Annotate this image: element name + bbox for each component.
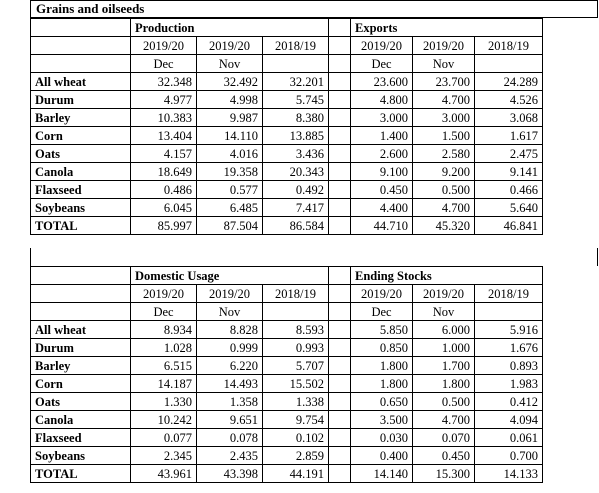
table-row — [31, 465, 543, 483]
row-label: Oats — [31, 393, 131, 411]
spacer-cell — [329, 447, 351, 465]
exports-cell: 46.841 — [475, 217, 543, 235]
exports-cell: 0.450 — [351, 181, 413, 199]
spacer-cell — [329, 375, 351, 393]
section-header-left: Domestic Usage — [131, 267, 329, 285]
row-label: Oats — [31, 145, 131, 163]
exports-cell: 9.141 — [475, 163, 543, 181]
ending-stocks-cell: 1.983 — [475, 375, 543, 393]
year-header-row — [31, 37, 543, 55]
year-header-row — [31, 285, 543, 303]
exports-cell: 4.800 — [351, 91, 413, 109]
row-label: Barley — [31, 109, 131, 127]
domestic-usage-cell: 6.515 — [131, 357, 197, 375]
exports-cell: 45.320 — [413, 217, 475, 235]
spacer-cell — [329, 411, 351, 429]
ending-stocks-cell: 0.061 — [475, 429, 543, 447]
row-label-blank — [31, 55, 131, 73]
domestic-usage-cell: 14.187 — [131, 375, 197, 393]
year-header: 2019/20 — [197, 37, 263, 55]
month-header: Nov — [413, 55, 475, 73]
domestic-usage-cell: 2.859 — [263, 447, 329, 465]
production-cell: 86.584 — [263, 217, 329, 235]
spacer-cell — [329, 109, 351, 127]
table-row — [31, 447, 543, 465]
row-label: Barley — [31, 357, 131, 375]
ending-stocks-cell: 0.400 — [351, 447, 413, 465]
row-label: TOTAL — [31, 465, 131, 483]
exports-cell: 1.500 — [413, 127, 475, 145]
table-row — [31, 181, 543, 199]
exports-cell: 0.466 — [475, 181, 543, 199]
month-header: Nov — [197, 303, 263, 321]
spacer-cell — [329, 217, 351, 235]
production-cell: 3.436 — [263, 145, 329, 163]
table-row — [31, 411, 543, 429]
domestic-usage-cell: 5.707 — [263, 357, 329, 375]
domestic-usage-cell: 8.934 — [131, 321, 197, 339]
year-header: 2019/20 — [413, 285, 475, 303]
table-row — [31, 321, 543, 339]
year-header: 2019/20 — [131, 285, 197, 303]
production-cell: 14.110 — [197, 127, 263, 145]
year-header: 2019/20 — [351, 37, 413, 55]
row-label: Canola — [31, 163, 131, 181]
production-cell: 85.997 — [131, 217, 197, 235]
production-cell: 7.417 — [263, 199, 329, 217]
production-cell: 13.885 — [263, 127, 329, 145]
corner-cell — [31, 267, 131, 285]
row-label: All wheat — [31, 73, 131, 91]
exports-cell: 1.400 — [351, 127, 413, 145]
domestic-usage-cell: 0.102 — [263, 429, 329, 447]
exports-cell: 4.400 — [351, 199, 413, 217]
year-header: 2019/20 — [197, 285, 263, 303]
domestic-usage-cell: 1.028 — [131, 339, 197, 357]
spacer-cell — [329, 181, 351, 199]
ending-stocks-cell: 1.676 — [475, 339, 543, 357]
ending-stocks-cell: 14.133 — [475, 465, 543, 483]
ending-stocks-cell: 3.500 — [351, 411, 413, 429]
exports-cell: 5.640 — [475, 199, 543, 217]
month-header — [263, 303, 329, 321]
domestic-usage-cell: 43.398 — [197, 465, 263, 483]
domestic-usage-cell: 2.435 — [197, 447, 263, 465]
ending-stocks-cell: 0.070 — [413, 429, 475, 447]
section-header-row — [31, 19, 543, 37]
ending-stocks-cell: 15.300 — [413, 465, 475, 483]
table-row — [31, 199, 543, 217]
row-label-blank — [31, 37, 131, 55]
month-header-row — [31, 55, 543, 73]
exports-cell: 4.700 — [413, 91, 475, 109]
corner-cell — [31, 19, 131, 37]
production-cell: 6.045 — [131, 199, 197, 217]
month-header: Dec — [351, 55, 413, 73]
ending-stocks-cell: 1.000 — [413, 339, 475, 357]
ending-stocks-cell: 6.000 — [413, 321, 475, 339]
domestic-usage-cell: 1.338 — [263, 393, 329, 411]
usage-stocks-table — [30, 266, 543, 483]
exports-cell: 3.068 — [475, 109, 543, 127]
production-cell: 4.977 — [131, 91, 197, 109]
table-row — [31, 145, 543, 163]
spacer-cell — [329, 163, 351, 181]
exports-cell: 44.710 — [351, 217, 413, 235]
domestic-usage-cell: 2.345 — [131, 447, 197, 465]
section-header-right: Exports — [351, 19, 543, 37]
month-header-row — [31, 303, 543, 321]
exports-cell: 2.475 — [475, 145, 543, 163]
domestic-usage-cell: 0.999 — [197, 339, 263, 357]
row-label: Flaxseed — [31, 429, 131, 447]
row-label: Corn — [31, 127, 131, 145]
spacer-cell — [329, 285, 351, 303]
exports-cell: 2.600 — [351, 145, 413, 163]
month-header — [475, 303, 543, 321]
exports-cell: 9.200 — [413, 163, 475, 181]
table-row — [31, 127, 543, 145]
table-row — [31, 73, 543, 91]
production-cell: 32.348 — [131, 73, 197, 91]
ending-stocks-cell: 1.800 — [413, 375, 475, 393]
production-cell: 8.380 — [263, 109, 329, 127]
table-row — [31, 375, 543, 393]
spacer-cell — [329, 37, 351, 55]
ending-stocks-cell: 1.800 — [351, 375, 413, 393]
ending-stocks-cell: 5.850 — [351, 321, 413, 339]
spacer-cell — [329, 145, 351, 163]
month-header — [475, 55, 543, 73]
domestic-usage-cell: 15.502 — [263, 375, 329, 393]
ending-stocks-cell: 0.450 — [413, 447, 475, 465]
spacer-cell — [329, 465, 351, 483]
spacer-cell — [329, 55, 351, 73]
ending-stocks-cell: 0.850 — [351, 339, 413, 357]
row-label: TOTAL — [31, 217, 131, 235]
year-header: 2018/19 — [263, 285, 329, 303]
spacer-cell — [329, 393, 351, 411]
ending-stocks-cell: 1.700 — [413, 357, 475, 375]
production-cell: 5.745 — [263, 91, 329, 109]
exports-cell: 9.100 — [351, 163, 413, 181]
row-label: Soybeans — [31, 199, 131, 217]
year-header: 2018/19 — [263, 37, 329, 55]
production-cell: 6.485 — [197, 199, 263, 217]
exports-cell: 3.000 — [351, 109, 413, 127]
year-header: 2018/19 — [475, 37, 543, 55]
ending-stocks-cell: 0.893 — [475, 357, 543, 375]
table-row — [31, 429, 543, 447]
row-label: Soybeans — [31, 447, 131, 465]
spacer-cell — [329, 429, 351, 447]
production-cell: 18.649 — [131, 163, 197, 181]
production-cell: 13.404 — [131, 127, 197, 145]
row-label-blank — [31, 285, 131, 303]
spacer-cell — [329, 321, 351, 339]
table-row — [31, 109, 543, 127]
row-label: Corn — [31, 375, 131, 393]
ending-stocks-cell: 0.650 — [351, 393, 413, 411]
domestic-usage-cell: 44.191 — [263, 465, 329, 483]
table-row — [31, 339, 543, 357]
spacer-cell — [329, 19, 351, 37]
domestic-usage-cell: 0.077 — [131, 429, 197, 447]
production-cell: 0.577 — [197, 181, 263, 199]
ending-stocks-cell: 5.916 — [475, 321, 543, 339]
month-header: Dec — [131, 303, 197, 321]
ending-stocks-cell: 0.030 — [351, 429, 413, 447]
spacer-cell — [329, 199, 351, 217]
ending-stocks-cell: 1.800 — [351, 357, 413, 375]
row-label: Durum — [31, 339, 131, 357]
row-label: Durum — [31, 91, 131, 109]
production-cell: 10.383 — [131, 109, 197, 127]
year-header: 2019/20 — [131, 37, 197, 55]
section-header-left: Production — [131, 19, 329, 37]
spacer-cell — [329, 303, 351, 321]
domestic-usage-cell: 6.220 — [197, 357, 263, 375]
domestic-usage-cell: 0.078 — [197, 429, 263, 447]
spacer-cell — [329, 357, 351, 375]
domestic-usage-cell: 14.493 — [197, 375, 263, 393]
exports-cell: 0.500 — [413, 181, 475, 199]
row-label: All wheat — [31, 321, 131, 339]
production-cell: 20.343 — [263, 163, 329, 181]
month-header: Dec — [351, 303, 413, 321]
domestic-usage-cell: 43.961 — [131, 465, 197, 483]
exports-cell: 24.289 — [475, 73, 543, 91]
ending-stocks-cell: 0.500 — [413, 393, 475, 411]
production-cell: 19.358 — [197, 163, 263, 181]
exports-cell: 23.600 — [351, 73, 413, 91]
domestic-usage-cell: 1.330 — [131, 393, 197, 411]
section-gap — [30, 248, 598, 266]
year-header: 2018/19 — [475, 285, 543, 303]
table-row — [31, 393, 543, 411]
section-header-right: Ending Stocks — [351, 267, 543, 285]
domestic-usage-cell: 8.593 — [263, 321, 329, 339]
spacer-cell — [329, 91, 351, 109]
table-row — [31, 91, 543, 109]
spacer-cell — [329, 339, 351, 357]
domestic-usage-cell: 9.754 — [263, 411, 329, 429]
production-cell: 9.987 — [197, 109, 263, 127]
section-header-row — [31, 267, 543, 285]
month-header: Nov — [197, 55, 263, 73]
ending-stocks-cell: 0.700 — [475, 447, 543, 465]
exports-cell: 3.000 — [413, 109, 475, 127]
production-cell: 32.492 — [197, 73, 263, 91]
domestic-usage-cell: 0.993 — [263, 339, 329, 357]
production-cell: 4.016 — [197, 145, 263, 163]
month-header: Nov — [413, 303, 475, 321]
ending-stocks-cell: 4.700 — [413, 411, 475, 429]
exports-cell: 2.580 — [413, 145, 475, 163]
domestic-usage-cell: 10.242 — [131, 411, 197, 429]
table-row — [31, 163, 543, 181]
year-header: 2019/20 — [413, 37, 475, 55]
production-exports-table — [30, 18, 543, 235]
production-cell: 0.486 — [131, 181, 197, 199]
spacer-cell — [329, 73, 351, 91]
exports-cell: 4.700 — [413, 199, 475, 217]
table-title: Grains and oilseeds — [30, 0, 598, 18]
spacer-cell — [329, 127, 351, 145]
domestic-usage-cell: 8.828 — [197, 321, 263, 339]
ending-stocks-cell: 14.140 — [351, 465, 413, 483]
production-cell: 4.998 — [197, 91, 263, 109]
year-header: 2019/20 — [351, 285, 413, 303]
production-cell: 87.504 — [197, 217, 263, 235]
ending-stocks-cell: 4.094 — [475, 411, 543, 429]
ending-stocks-cell: 0.412 — [475, 393, 543, 411]
exports-cell: 4.526 — [475, 91, 543, 109]
spacer-cell — [329, 267, 351, 285]
production-cell: 4.157 — [131, 145, 197, 163]
domestic-usage-cell: 1.358 — [197, 393, 263, 411]
row-label-blank — [31, 303, 131, 321]
exports-cell: 1.617 — [475, 127, 543, 145]
month-header: Dec — [131, 55, 197, 73]
row-label: Flaxseed — [31, 181, 131, 199]
production-cell: 0.492 — [263, 181, 329, 199]
row-label: Canola — [31, 411, 131, 429]
production-cell: 32.201 — [263, 73, 329, 91]
table-row — [31, 217, 543, 235]
month-header — [263, 55, 329, 73]
domestic-usage-cell: 9.651 — [197, 411, 263, 429]
exports-cell: 23.700 — [413, 73, 475, 91]
table-row — [31, 357, 543, 375]
